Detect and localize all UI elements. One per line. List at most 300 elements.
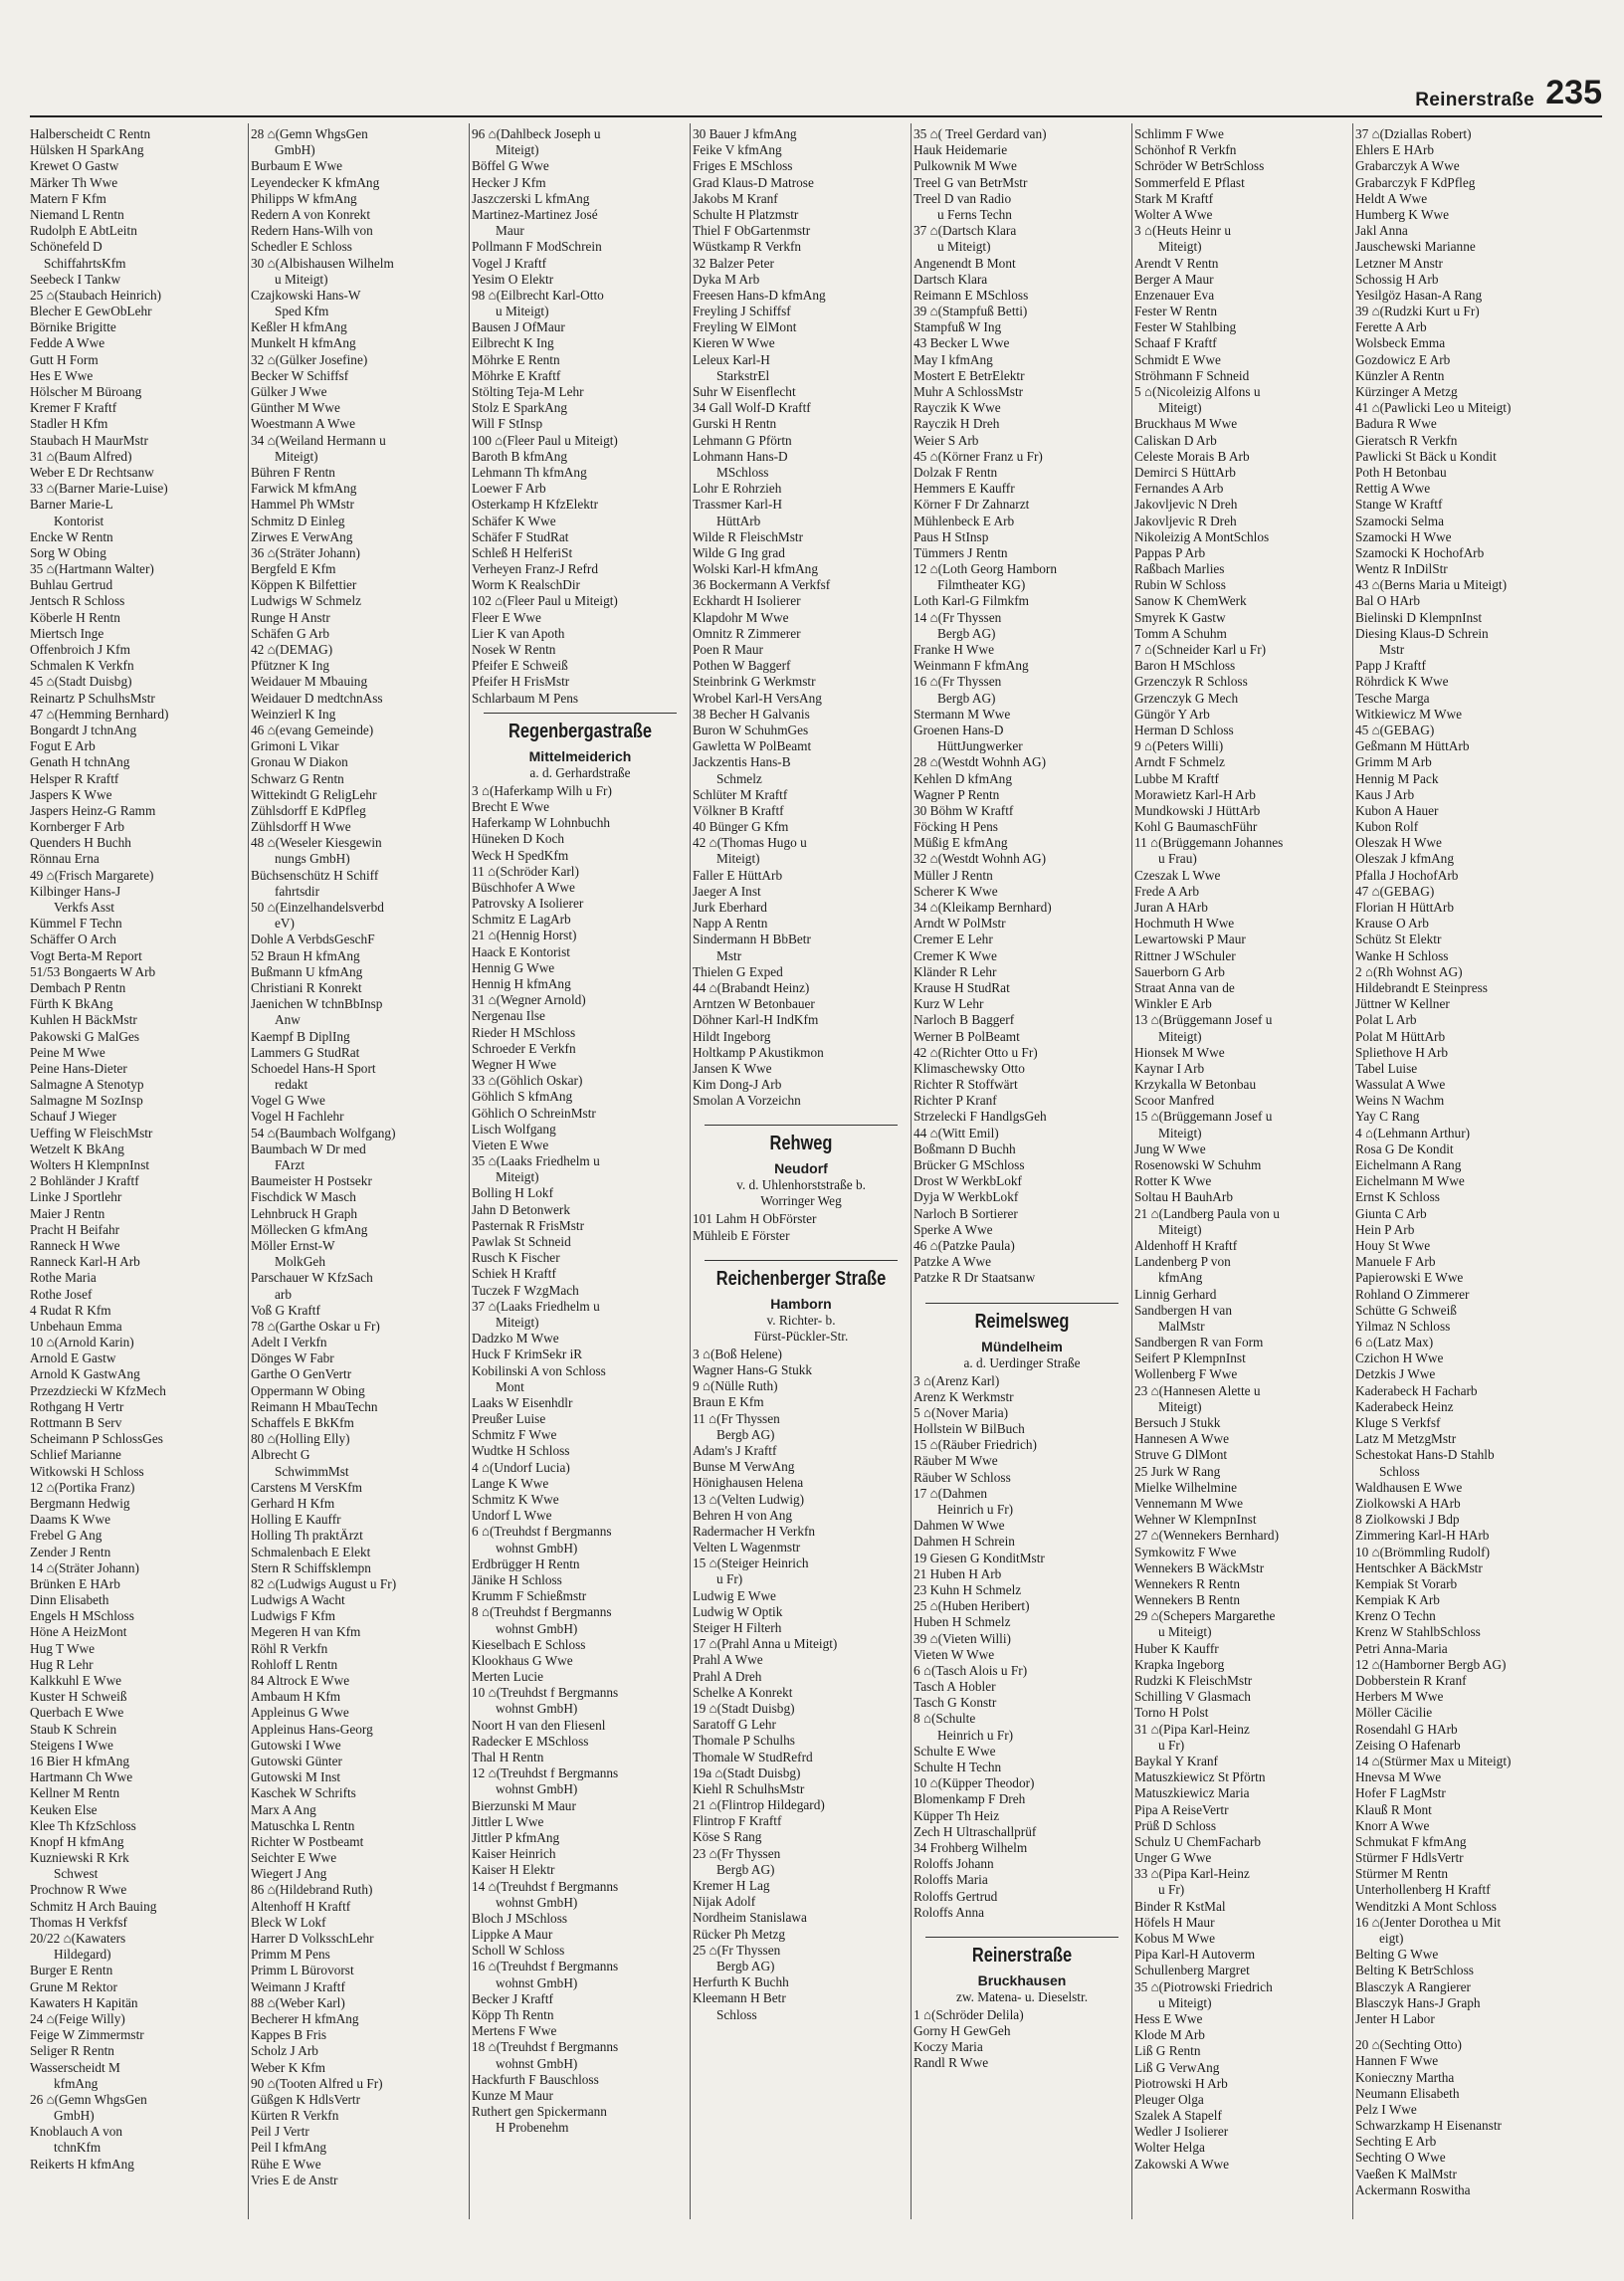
directory-entry: Wiegert J Ang <box>251 1866 327 1882</box>
directory-entry: 5 ⌂(Nicoleizig Alfons u <box>1134 384 1261 399</box>
directory-entry: Worm K RealschDir <box>472 577 580 593</box>
directory-entry: Braun E Kfm <box>693 1394 764 1410</box>
directory-entry: Richter R Stoffwärt <box>914 1077 1018 1093</box>
directory-entry: Hildegard) <box>54 1947 111 1963</box>
directory-entry: Lippke A Maur <box>472 1927 553 1943</box>
directory-entry: FArzt <box>275 1157 305 1172</box>
directory-entry: Rosa G De Kondit <box>1355 1140 1454 1156</box>
directory-entry: Herbers M Wwe <box>1355 1689 1444 1705</box>
directory-entry: Dartsch Klara <box>914 271 988 287</box>
directory-entry: Philipps W kfmAng <box>251 190 357 206</box>
directory-entry: Roloffs Gertrud <box>914 1888 998 1904</box>
spacer <box>693 1244 910 1254</box>
directory-entry: Fedde A Wwe <box>30 335 105 351</box>
directory-entry: Adelt I Verkfn <box>251 1335 327 1350</box>
directory-entry: Hölscher M Büroang <box>30 384 142 399</box>
directory-entry: Wennekers B Rentn <box>1134 1592 1241 1608</box>
directory-entry: Arndt W PolMstr <box>914 916 1006 932</box>
directory-entry: Straat Anna van de <box>1134 979 1235 995</box>
directory-entry: Bausen J OfMaur <box>472 319 565 335</box>
directory-entry: Jaspers Heinz-G Ramm <box>30 802 156 818</box>
directory-entry: Redern A von Konrekt <box>251 206 371 222</box>
directory-entry: Appleinus G Wwe <box>251 1705 349 1721</box>
directory-entry: Jaenichen W tchnBbInsp <box>251 996 383 1012</box>
directory-entry: Merten Lucie <box>472 1669 543 1685</box>
directory-entry: Peine M Wwe <box>30 1044 105 1060</box>
directory-entry: Knopf H kfmAng <box>30 1833 124 1849</box>
directory-entry: 20 ⌂(Sechting Otto) <box>1355 2037 1462 2053</box>
directory-entry: Kohl G BaumaschFühr <box>1134 819 1258 835</box>
directory-entry: Unger G Wwe <box>1134 1850 1212 1866</box>
directory-entry: Rohland O Zimmerer <box>1355 1286 1470 1302</box>
directory-entry: Müßig E kfmAng <box>914 835 1008 851</box>
directory-entry: Jüttner W Kellner <box>1355 996 1450 1012</box>
directory-entry: nungs GmbH) <box>275 851 350 867</box>
directory-entry: 35 ⌂( Treel Gerdard van) <box>914 126 1047 141</box>
directory-entry: 5 ⌂(Nover Maria) <box>914 1404 1009 1420</box>
directory-entry: Weimann J Kraftf <box>251 1978 345 1994</box>
directory-entry: Sommerfeld E Pflast <box>1134 174 1245 190</box>
directory-entry: 12 ⌂(Loth Georg Hamborn <box>914 561 1057 577</box>
directory-entry: Maur <box>496 223 524 239</box>
directory-entry: Tuczek F WzgMach <box>472 1282 579 1298</box>
directory-entry: Szamocki H Wwe <box>1355 528 1452 544</box>
directory-entry: Kremer H Lag <box>693 1878 770 1893</box>
directory-entry: Ruthert gen Spickermann <box>472 2104 607 2120</box>
directory-entry: 3 ⌂(Boß Helene) <box>693 1346 782 1361</box>
directory-entry: Herfurth K Buchh <box>693 1974 789 1990</box>
directory-entry: Grune M Rektor <box>30 1978 117 1994</box>
directory-entry: Schönefeld D <box>30 239 102 255</box>
directory-entry: Oleszak H Wwe <box>1355 835 1442 851</box>
directory-entry: HüttJungwerker <box>937 738 1023 754</box>
directory-entry: Wagner Hans-G Stukk <box>693 1362 813 1377</box>
directory-entry: Kawaters H Kapitän <box>30 1994 138 2010</box>
directory-entry: 12 ⌂(Treuhdst f Bergmanns <box>472 1765 619 1781</box>
directory-entry: Celeste Morais B Arb <box>1134 448 1250 464</box>
directory-entry: Schäfer K Wwe <box>472 513 556 528</box>
directory-entry: Gorny H GewGeh <box>914 2023 1011 2039</box>
directory-entry: Schütz St Elektr <box>1355 932 1442 947</box>
directory-entry: Berger A Maur <box>1134 271 1214 287</box>
directory-entry: wohnst GmbH) <box>496 1620 578 1636</box>
directory-entry: Thomale P Schulhs <box>693 1733 795 1749</box>
directory-entry: Wilde G Ing grad <box>693 544 785 560</box>
directory-entry: 4 Rudat R Kfm <box>30 1302 111 1318</box>
directory-entry: Rosendahl G HArb <box>1355 1721 1458 1737</box>
directory-entry: Hug R Lehr <box>30 1656 94 1672</box>
directory-entry: Hauk Heidemarie <box>914 142 1008 158</box>
directory-entry: 2 ⌂(Rh Wohnst AG) <box>1355 963 1463 979</box>
directory-entry: Prochnow R Wwe <box>30 1882 127 1898</box>
directory-entry: Jenter H Labor <box>1355 2010 1435 2026</box>
directory-entry: 21 Huben H Arb <box>914 1565 1002 1581</box>
directory-entry: 46 ⌂(Patzke Paula) <box>914 1237 1015 1253</box>
directory-entry: Wetzelt K BkAng <box>30 1140 124 1156</box>
directory-entry: 40 Bünger G Kfm <box>693 819 789 835</box>
directory-entry: Schedler E Schloss <box>251 239 352 255</box>
directory-entry: Tümmers J Rentn <box>914 544 1008 560</box>
directory-entry: Kremer F Kraftf <box>30 400 117 416</box>
directory-entry: Sandbergen R van Form <box>1134 1335 1264 1350</box>
directory-entry: Hein P Arb <box>1355 1221 1415 1237</box>
directory-entry: 8 Ziolkowski J Bdp <box>1355 1512 1460 1528</box>
directory-entry: Primm M Pens <box>251 1947 330 1963</box>
section-divider <box>705 1125 898 1126</box>
directory-entry: Lange K Wwe <box>472 1475 549 1491</box>
directory-entry: Stermann M Wwe <box>914 706 1011 722</box>
directory-entry: Stürmer M Rentn <box>1355 1866 1449 1882</box>
directory-entry: Spliethove H Arb <box>1355 1044 1449 1060</box>
directory-entry: Wedler J Isolierer <box>1134 2124 1229 2140</box>
directory-entry: Hennig G Wwe <box>472 959 555 975</box>
directory-entry: 49 ⌂(Frisch Margarete) <box>30 867 154 883</box>
directory-entry: Prahl A Wwe <box>693 1652 763 1668</box>
directory-entry: Schlarbaum M Pens <box>472 690 579 706</box>
directory-entry: Schlief Marianne <box>30 1447 121 1463</box>
directory-entry: 3 ⌂(Heuts Heinr u <box>1134 223 1231 239</box>
directory-entry: Höfels H Maur <box>1134 1914 1215 1930</box>
directory-entry: Wolter A Wwe <box>1134 206 1213 222</box>
directory-entry: Kuster H Schweiß <box>30 1689 127 1705</box>
directory-entry: Salmagne M SozInsp <box>30 1093 143 1109</box>
directory-entry: Papp J Kraftf <box>1355 658 1426 674</box>
street-name: Rehweg <box>769 1133 833 1155</box>
directory-entry: Thomas H Verkfsf <box>30 1914 127 1930</box>
directory-entry: Wasserscheidt M <box>30 2059 120 2075</box>
directory-entry: Ambaum H Kfm <box>251 1689 341 1705</box>
directory-entry: Rotter K Wwe <box>1134 1173 1212 1189</box>
directory-entry: 17 ⌂(Dahmen <box>914 1485 988 1501</box>
directory-entry: Schloss <box>716 2006 757 2022</box>
directory-entry: Rönnau Erna <box>30 851 100 867</box>
directory-entry: Undorf L Wwe <box>472 1508 552 1524</box>
directory-entry: Stark M Kraftf <box>1134 190 1214 206</box>
directory-entry: Wüstkamp R Verkfn <box>693 239 802 255</box>
directory-entry: Treel G van BetrMstr <box>914 174 1028 190</box>
directory-entry: Farwick M kfmAng <box>251 481 357 497</box>
directory-entry: Blasczyk Hans-J Graph <box>1355 1994 1481 2010</box>
directory-entry: Hionsek M Wwe <box>1134 1044 1225 1060</box>
directory-entry: Kurz W Lehr <box>914 996 984 1012</box>
directory-entry: Bolling H Lokf <box>472 1185 553 1201</box>
directory-entry: Kuhlen H BäckMstr <box>30 1012 137 1028</box>
directory-entry: Symkowitz F Wwe <box>1134 1544 1237 1559</box>
directory-entry: Feike V kfmAng <box>693 142 782 158</box>
directory-entry: MolkGeh <box>275 1254 325 1270</box>
directory-entry: 21 ⌂(Flintrop Hildegard) <box>693 1797 825 1813</box>
directory-entry: Zimmering Karl-H HArb <box>1355 1528 1490 1544</box>
directory-entry: Hülsken H SparkAng <box>30 142 144 158</box>
directory-entry: Zirwes E VerwAng <box>251 528 353 544</box>
street-name: Regenbergastraße <box>508 720 653 742</box>
directory-column <box>251 126 468 2188</box>
directory-entry: Pelz I Wwe <box>1355 2101 1417 2117</box>
directory-entry: Schloss <box>1379 1463 1420 1479</box>
directory-entry: Wollenberg F Wwe <box>1134 1366 1238 1382</box>
directory-entry: Wittekindt G ReligLehr <box>251 786 377 802</box>
directory-entry: Haack E Kontorist <box>472 943 570 959</box>
directory-entry: Miteigt) <box>1158 1028 1202 1044</box>
directory-entry: Rubin W Schloss <box>1134 577 1226 593</box>
directory-entry: 39 ⌂(Rudzki Kurt u Fr) <box>1355 304 1480 319</box>
directory-entry: Frebel G Ang <box>30 1528 102 1544</box>
directory-entry: Schäfer F StudRat <box>472 528 569 544</box>
directory-entry: 30 ⌂(Albishausen Wilhelm <box>251 255 394 271</box>
directory-entry: Fernandes A Arb <box>1134 481 1224 497</box>
directory-entry: Wegner H Wwe <box>472 1056 557 1072</box>
directory-entry: redakt <box>275 1077 308 1093</box>
directory-entry: Steiger H Filterh <box>693 1620 782 1635</box>
directory-entry: Roloffs Anna <box>914 1904 985 1920</box>
directory-entry: 31 ⌂(Pipa Karl-Heinz <box>1134 1721 1250 1737</box>
directory-entry: Rottmann B Serv <box>30 1415 122 1430</box>
directory-entry: Ludwigs W Schmelz <box>251 593 362 609</box>
directory-entry: Gozdowicz E Arb <box>1355 351 1451 367</box>
directory-entry: Omnitz R Zimmerer <box>693 625 801 641</box>
directory-entry: 16 ⌂(Treuhdst f Bergmanns <box>472 1959 619 1974</box>
directory-entry: Fischdick W Masch <box>251 1189 356 1205</box>
directory-entry: 16 ⌂(Jenter Dorothea u Mit <box>1355 1914 1502 1930</box>
directory-entry: Detzkis J Wwe <box>1355 1366 1436 1382</box>
directory-entry: Göhlich S kfmAng <box>472 1089 573 1105</box>
directory-entry: Albrecht G <box>251 1447 310 1463</box>
directory-entry: 100 ⌂(Fleer Paul u Miteigt) <box>472 432 618 448</box>
street-location-note: v. d. Uhlenhorststraße b. <box>736 1177 866 1193</box>
directory-entry: Schmitz K Wwe <box>472 1492 559 1507</box>
directory-entry: kfmAng <box>1158 1270 1203 1286</box>
directory-entry: Köppen K Bilfettier <box>251 577 357 593</box>
directory-entry: 28 ⌂(Westdt Wohnh AG) <box>914 754 1047 770</box>
directory-entry: Sped Kfm <box>275 304 329 319</box>
directory-entry: Klookhaus G Wwe <box>472 1652 573 1668</box>
directory-entry: Bierzunski M Maur <box>472 1797 576 1813</box>
directory-entry: HüttArb <box>716 513 761 528</box>
directory-entry: Daams K Wwe <box>30 1512 110 1528</box>
directory-entry: Helsper R Kraftf <box>30 770 119 786</box>
directory-entry: Juran A HArb <box>1134 900 1208 915</box>
directory-entry: Vieten E Wwe <box>472 1137 549 1152</box>
directory-entry: Schönhof R Verkfn <box>1134 142 1237 158</box>
directory-entry: 17 ⌂(Prahl Anna u Miteigt) <box>693 1636 838 1652</box>
directory-entry: Wrobel Karl-H VersAng <box>693 690 822 706</box>
directory-entry: Matuschka L Rentn <box>251 1817 355 1833</box>
directory-entry: StarkstrEl <box>716 367 770 383</box>
directory-entry: 23 ⌂(Fr Thyssen <box>693 1845 781 1861</box>
directory-entry: 1 ⌂(Schröder Delila) <box>914 2006 1024 2022</box>
directory-column <box>1134 126 1351 2173</box>
directory-entry: Gülker J Wwe <box>251 384 327 399</box>
directory-entry: Schwest <box>54 1866 99 1882</box>
directory-entry: Jaszczerski L kfmAng <box>472 190 590 206</box>
directory-entry: Lohr E Rohrzieh <box>693 481 782 497</box>
directory-entry: Kürzinger A Metzg <box>1355 384 1458 399</box>
directory-entry: Kempiak K Arb <box>1355 1592 1440 1608</box>
directory-entry: Heinrich u Fr) <box>937 1502 1014 1517</box>
street-location-note: v. Richter- b. <box>766 1312 836 1328</box>
directory-entry: Schmitz F Wwe <box>472 1427 557 1443</box>
directory-entry: Niemand L Rentn <box>30 206 124 222</box>
directory-entry: Freesen Hans-D kfmAng <box>693 287 826 303</box>
directory-entry: Freyling J Schiffsf <box>693 304 791 319</box>
directory-entry: Schestokat Hans-D Stahlb <box>1355 1447 1495 1463</box>
directory-entry: 44 ⌂(Brabandt Heinz) <box>693 979 810 995</box>
column-separator <box>1131 123 1132 2219</box>
directory-entry: Kaynar I Arb <box>1134 1060 1205 1076</box>
directory-entry: Randl R Wwe <box>914 2055 989 2071</box>
directory-entry: Weins N Wachm <box>1355 1093 1445 1109</box>
district-name: Mittelmeiderich <box>528 747 632 764</box>
directory-entry: Reinartz P SchulhsMstr <box>30 690 155 706</box>
directory-entry: Szalek A Stapelf <box>1134 2108 1222 2124</box>
directory-entry: Bühren F Rentn <box>251 464 335 480</box>
directory-entry: Lier K van Apoth <box>472 625 565 641</box>
directory-entry: Franke H Wwe <box>914 642 994 657</box>
directory-entry: Diesing Klaus-D Schrein <box>1355 625 1489 641</box>
directory-entry: Oleszak J kfmAng <box>1355 851 1454 867</box>
directory-entry: Werner B PolBeamt <box>914 1028 1020 1044</box>
directory-entry: Kiehl R SchulhsMstr <box>693 1780 805 1796</box>
directory-entry: Primm L Bürovorst <box>251 1963 354 1978</box>
directory-entry: Ackermann Roswitha <box>1355 2181 1471 2197</box>
directory-entry: Tabel Luise <box>1355 1060 1418 1076</box>
directory-entry: Haferkamp W Lohnbuchh <box>472 815 611 831</box>
directory-entry: Letzner M Anstr <box>1355 255 1443 271</box>
directory-entry: 12 ⌂(Hamborner Bergb AG) <box>1355 1656 1507 1672</box>
street-name: Reimelsweg <box>974 1310 1070 1333</box>
directory-entry: Scoor Manfred <box>1134 1093 1215 1109</box>
directory-entry: Kaderabeck Heinz <box>1355 1398 1454 1414</box>
directory-entry: 84 Altrock E Wwe <box>251 1673 350 1688</box>
district-name: Bruckhausen <box>977 1971 1067 1988</box>
directory-entry: Rothe Josef <box>30 1286 93 1302</box>
directory-entry: Hackfurth F Bauschloss <box>472 2071 599 2087</box>
directory-entry: Yesilgöz Hasan-A Rang <box>1355 287 1483 303</box>
directory-entry: Vogel J Kraftf <box>472 255 547 271</box>
directory-entry: Lohmann Hans-D <box>693 448 788 464</box>
directory-entry: Büschhofer A Wwe <box>472 879 575 895</box>
spacer <box>693 1109 910 1119</box>
directory-entry: Zakowski A Wwe <box>1134 2156 1230 2172</box>
directory-entry: 19a ⌂(Stadt Duisbg) <box>693 1764 801 1780</box>
directory-entry: Kappes B Fris <box>251 2027 327 2043</box>
directory-entry: Saratoff G Lehr <box>693 1717 776 1733</box>
directory-entry: Burger E Rentn <box>30 1963 113 1978</box>
directory-entry: Stolz E SparkAng <box>472 400 568 416</box>
directory-entry: Weinzierl K Ing <box>251 706 336 722</box>
directory-entry: Wolter Helga <box>1134 2140 1205 2156</box>
directory-entry: Zender J Rentn <box>30 1544 111 1559</box>
directory-entry: Thal H Rentn <box>472 1750 544 1764</box>
directory-entry: 88 ⌂(Weber Karl) <box>251 1994 345 2010</box>
directory-entry: Möller Cäcilie <box>1355 1705 1433 1721</box>
directory-entry: Scholz J Arb <box>251 2043 318 2059</box>
directory-entry: Miteigt) <box>1158 400 1202 416</box>
header-rule <box>30 115 1602 117</box>
directory-entry: Vogel G Wwe <box>251 1093 325 1109</box>
directory-entry: u Miteigt) <box>275 271 328 287</box>
directory-entry: Arendt V Rentn <box>1134 255 1219 271</box>
directory-entry: Kieren W Wwe <box>693 335 775 351</box>
directory-entry: Arndt F Schmelz <box>1134 754 1225 770</box>
directory-entry: Bergb AG) <box>937 625 996 641</box>
directory-entry: Dyja W WerkbLokf <box>914 1189 1019 1205</box>
directory-entry: Verkfs Asst <box>54 900 114 915</box>
directory-entry: u Miteigt) <box>1158 1994 1212 2010</box>
directory-entry: Wentz R InDilStr <box>1355 561 1448 577</box>
directory-entry: Liß G Rentn <box>1134 2043 1201 2059</box>
directory-entry: Maier J Rentn <box>30 1205 105 1221</box>
directory-entry: Wolsbeck Emma <box>1355 335 1446 351</box>
directory-entry: Knorr A Wwe <box>1355 1817 1430 1833</box>
directory-entry: Napp A Rentn <box>693 916 768 932</box>
directory-entry: Büchsenschütz H Schiff <box>251 867 379 883</box>
directory-entry: 80 ⌂(Holling Elly) <box>251 1431 350 1447</box>
directory-entry: Körner F Dr Zahnarzt <box>914 497 1030 513</box>
directory-entry: 2 Bohländer J Kraftf <box>30 1173 139 1189</box>
directory-entry: Feige W Zimmermstr <box>30 2027 144 2043</box>
directory-entry: Huber K Kauffr <box>1134 1640 1219 1656</box>
directory-entry: Wehner W KlempnInst <box>1134 1512 1257 1528</box>
directory-entry: Miteigt) <box>1158 239 1202 255</box>
directory-entry: Jittler L Wwe <box>472 1813 544 1829</box>
directory-entry: 42 ⌂(DEMAG) <box>251 642 333 657</box>
directory-entry: Rusch K Fischer <box>472 1250 560 1266</box>
directory-entry: Halberscheidt C Rentn <box>30 126 151 141</box>
directory-entry: Möllecken G kfmAng <box>251 1221 368 1237</box>
directory-entry: 33 ⌂(Barner Marie-Luise) <box>30 481 168 497</box>
directory-entry: Treel D van Radio <box>914 190 1012 206</box>
directory-entry: Suhr W Eisenflecht <box>693 384 796 399</box>
directory-entry: H Probenehm <box>496 2120 569 2136</box>
directory-entry: Manuele F Arb <box>1355 1254 1436 1270</box>
directory-entry: Stölting Teja-M Lehr <box>472 384 584 399</box>
directory-entry: Föcking H Pens <box>914 819 998 835</box>
directory-entry: 54 ⌂(Baumbach Wolfgang) <box>251 1125 396 1140</box>
directory-entry: 42 ⌂(Thomas Hugo u <box>693 835 807 851</box>
directory-entry: Osterkamp H KfzElektr <box>472 497 599 513</box>
directory-entry: Herman D Schloss <box>1134 722 1234 737</box>
directory-entry: Schlüter M Kraftf <box>693 786 788 802</box>
section-divider <box>705 1260 898 1261</box>
directory-entry: Hildt Ingeborg <box>693 1028 771 1044</box>
directory-entry: Eichelmann M Wwe <box>1355 1173 1465 1189</box>
directory-entry: Czichon H Wwe <box>1355 1350 1444 1366</box>
directory-entry: Möhrke E Rentn <box>472 351 560 367</box>
directory-entry: Bergfeld E Kfm <box>251 561 336 577</box>
directory-entry: Schulz U ChemFacharb <box>1134 1833 1262 1849</box>
directory-entry: Wennekers B WäckMstr <box>1134 1559 1265 1575</box>
directory-entry: Pulkownik M Wwe <box>914 158 1017 174</box>
directory-entry: Krenz W StahlbSchloss <box>1355 1624 1481 1640</box>
directory-entry: 90 ⌂(Tooten Alfred u Fr) <box>251 2075 383 2091</box>
directory-entry: Hollstein W BilBuch <box>914 1421 1025 1437</box>
directory-entry: Arntzen W Betonbauer <box>693 996 815 1012</box>
directory-entry: Schmitz D Einleg <box>251 513 345 528</box>
directory-entry: Fleer E Wwe <box>472 609 541 625</box>
directory-entry: 12 ⌂(Portika Franz) <box>30 1479 135 1495</box>
directory-entry: Kim Dong-J Arb <box>693 1077 782 1093</box>
directory-entry: 9 ⌂(Nülle Ruth) <box>693 1378 778 1394</box>
directory-entry: 46 ⌂(evang Gemeinde) <box>251 722 374 737</box>
directory-entry: 10 ⌂(Treuhdst f Bergmanns <box>472 1685 619 1701</box>
directory-entry: Mstr <box>1379 642 1405 657</box>
directory-entry: Hannen F Wwe <box>1355 2053 1439 2069</box>
directory-entry: Wolski Karl-H kfmAng <box>693 561 818 577</box>
directory-entry: 6 ⌂(Latz Max) <box>1355 1335 1434 1350</box>
directory-entry: 32 Balzer Peter <box>693 255 774 271</box>
street-name: Reinerstraße <box>971 1944 1073 1967</box>
